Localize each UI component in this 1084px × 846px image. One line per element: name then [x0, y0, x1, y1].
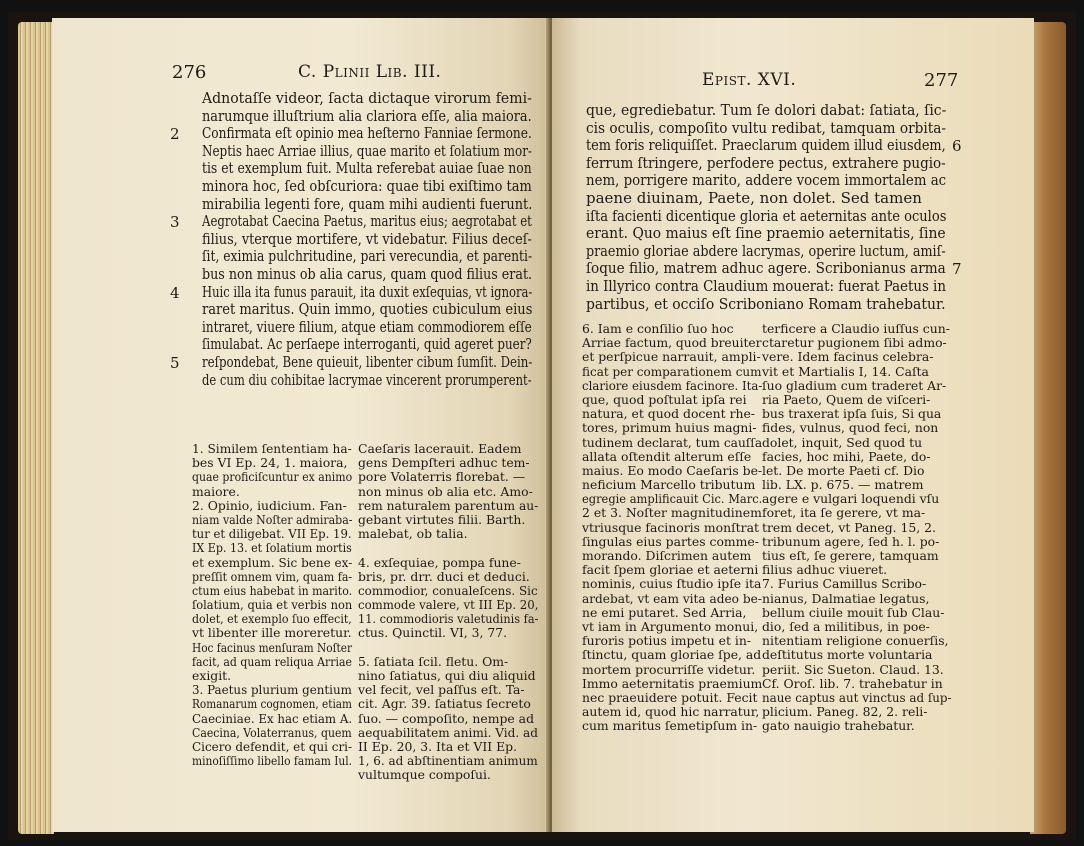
note-line: naue captus aut vinctus ad ſup-: [762, 689, 952, 705]
note-line: dolet, et exemplo ſuo effecit,: [192, 611, 352, 627]
note-line: non minus ob alia etc. Amo-: [358, 483, 533, 499]
body-line: paene diuinam, Paete, non dolet. Sed tamen: [586, 188, 922, 207]
note-line: ſtinctu, quam gloriae ſpe, ad: [582, 647, 762, 663]
note-line: Arriae factum, quod breuiter: [582, 335, 762, 351]
note-line: [358, 541, 538, 555]
note-line: lib. LX. p. 675. — matrem: [762, 477, 924, 493]
note-line: que, quod poſtulat ipſa rei: [582, 391, 747, 407]
note-line: commodior, conualeſcens. Sic: [358, 582, 538, 598]
note-line: vt libenter ille moreretur.: [192, 625, 352, 641]
note-line: cit. Agr. 39. ſatiatus ſecreto: [358, 696, 531, 712]
margin-number: 2: [170, 125, 180, 144]
note-line: 7. Furius Camillus Scribo-: [762, 576, 927, 592]
right-notes-column-2: [762, 322, 952, 733]
note-line: tur et diligebat. VII Ep. 19.: [192, 526, 352, 542]
note-line: pore Volaterris florebat. —: [358, 469, 526, 485]
note-line: quae proficiſcuntur ex animo: [192, 469, 353, 485]
note-line: ne emi putaret. Sed Arria,: [582, 604, 747, 620]
note-line: ficat per comparationem cum: [582, 363, 762, 379]
note-line: filius adhuc viueret.: [762, 562, 888, 578]
note-line: foret, ita ſe gerere, vt ma-: [762, 505, 926, 521]
note-line: vultumque compoſui.: [358, 767, 491, 783]
note-line: 4. exſequiae, pompa fune-: [358, 554, 521, 570]
note-line: et perſpicue narrauit, ampli-: [582, 349, 761, 365]
note-line: bris, pr. drr. duci et deduci.: [358, 568, 530, 584]
note-line: 5. ſatiata ſcil. fletu. Om-: [358, 653, 509, 669]
margin-number: 7: [952, 260, 962, 279]
body-line: intraret, viuere filium, atque etiam commodiorem eſſe: [202, 317, 532, 336]
note-line: terficere a Claudio iuſſus cun-: [762, 321, 950, 336]
note-line: ardebat, vt eam vita adeo be-: [582, 590, 762, 606]
note-line: let. De morte Paeti cf. Dio: [762, 462, 925, 478]
note-line: vere. Idem facinus celebra-: [762, 349, 934, 365]
note-line: 11. commodioris valetudinis fa-: [358, 611, 539, 627]
right-body-text: [586, 102, 946, 313]
body-line: ſit, eximia pulchritudine, pari verecundia, et parenti-: [202, 247, 533, 266]
body-line: iſta facienti dicentique gloria et aeternitas ante oculos: [586, 206, 947, 225]
right-notes-column-1: [582, 322, 762, 733]
body-line: ſoque filio, matrem adhuc agere. Scribonianus arma: [586, 259, 946, 278]
note-line: ctum eius habebat in marito.: [192, 582, 353, 598]
note-line: niam valde Noſter admiraba-: [192, 511, 353, 527]
body-line: bus non minus ob alia carus, quam quod filius erat.: [202, 264, 533, 283]
note-line: cum maritus ſemetipſum in-: [582, 718, 758, 734]
body-line: mirabilia legenti fore, quam mihi audienti fuerunt.: [202, 194, 533, 213]
note-line: preſſit omnem vim, quam fa-: [192, 568, 353, 584]
body-line: filius, vterque mortifere, vt videbatur. Filius deceſ-: [202, 229, 532, 248]
note-line: Immo aeternitatis praemium: [582, 675, 763, 691]
body-line: minora hoc, ſed obſcuriora: quae tibi exiſtimo tam: [202, 176, 532, 195]
left-notes-column-2: [358, 442, 538, 783]
page-edges-left: [18, 22, 54, 834]
note-line: IX Ep. 13. et ſolatium mortis: [192, 540, 352, 556]
note-line: dio, ſed a militibus, in poe-: [762, 618, 930, 634]
body-line: Huic illa ita funus parauit, ita duxit exſequias, vt ignora-: [202, 282, 533, 301]
note-line: fides, vulnus, quod feci, non: [762, 420, 939, 436]
note-line: 6. Iam e conſilio ſuo hoc: [582, 321, 734, 336]
note-line: Cicero defendit, et qui cri-: [192, 738, 353, 754]
body-line: Neptis haec Arriae illius, quae marito et ſolatium mor-: [202, 141, 532, 160]
body-line: tis et exemplum fuit. Multa referebat auiae ſuae non: [202, 159, 532, 178]
body-line: narumque illuſtrium alia clariora eſſe, alia maiora.: [202, 106, 532, 125]
note-line: minoſiſſimo libello famam Iul.: [192, 753, 353, 769]
right-page: [552, 18, 1034, 832]
body-line: Aegrotabat Caecina Paetus, maritus eius; aegrotabat et: [202, 212, 532, 231]
note-line: facit, ad quam reliqua Arriae: [192, 653, 352, 669]
margin-number: 3: [170, 213, 180, 232]
note-line: Caecina, Volaterranus, quem: [192, 724, 352, 740]
note-line: maius. Eo modo Caeſaris be-: [582, 462, 763, 478]
note-line: 3. Paetus plurium gentium: [192, 682, 352, 698]
note-line: neficium Marcello tributum: [582, 477, 756, 493]
note-line: commode valere, vt III Ep. 20,: [358, 597, 539, 613]
margin-number: 4: [170, 283, 180, 302]
left-body-text: [202, 90, 532, 389]
note-line: nino ſatiatus, qui diu aliquid: [358, 668, 536, 683]
body-line: reſpondebat, Bene quieuit, libenter cibum ſumſit. Dein-: [202, 352, 533, 371]
note-line: egregie amplificauit Cic. Marc.: [582, 491, 763, 507]
left-running-head: C. Plinii Lib. III.: [298, 62, 442, 82]
body-line: erant. Quo maius eſt ſine praemio aeternitatis, ſine: [586, 224, 946, 243]
note-line: tius eſt, ſe gerere, tamquam: [762, 548, 939, 563]
note-line: Caeſaris lacerauit. Eadem: [358, 441, 522, 456]
book-cover-right: [1030, 22, 1066, 834]
note-line: ria Paeto, Quem de viſceri-: [762, 391, 931, 407]
note-line: nominis, cuius ſtudio ipſe ita: [582, 576, 762, 592]
note-line: ſingulas eius partes comme-: [582, 533, 759, 549]
note-line: vtriusque facinoris monſtrat: [582, 519, 759, 535]
body-line: ſimulabat. Ac perſaepe interroganti, quid ageret puer?: [202, 335, 532, 354]
body-line: de cum diu cohibitae lacrymae vincerent prorumperent-: [202, 370, 532, 389]
body-line: tem foris reliquiſſet. Praeclarum quidem illud eiusdem,: [586, 136, 946, 155]
note-line: [358, 641, 538, 655]
note-line: nianus, Dalmatiae legatus,: [762, 590, 930, 606]
note-line: clariore eiusdem facinore. Ita-: [582, 377, 763, 393]
note-line: allata oſtendit alterum eſſe: [582, 448, 752, 464]
left-page-number: 276: [172, 62, 207, 83]
note-line: dolet, inquit, Sed quod tu: [762, 434, 923, 450]
body-line: Confirmata eſt opinio mea heſterno Fanniae ſermone.: [202, 124, 532, 143]
note-line: aequabilitatem animi. Vid. ad: [358, 724, 538, 740]
note-line: facit ſpem gloriae et aeterni: [582, 562, 759, 578]
body-line: partibus, et occiſo Scriboniano Romam trahebatur.: [586, 294, 946, 313]
right-running-head: Epist. XVI.: [702, 70, 797, 90]
note-line: ctus. Quinctil. VI, 3, 77.: [358, 625, 508, 641]
note-line: 1. Similem ſententiam ha-: [192, 441, 352, 456]
note-line: Caeciniae. Ex hac etiam A.: [192, 710, 353, 726]
note-line: Romanarum cognomen, etiam: [192, 696, 353, 712]
note-line: maiore.: [192, 483, 240, 499]
note-line: vt iam in Argumento monui,: [582, 618, 759, 634]
note-line: ſolatium, quia et verbis non: [192, 597, 353, 613]
note-line: vit et Martialis I, 14. Caſta: [762, 363, 929, 379]
note-line: Hoc facinus menſuram Noſter: [192, 639, 353, 655]
note-line: deſtitutus morte voluntaria: [762, 647, 933, 663]
note-line: furoris potius impetu et in-: [582, 633, 751, 649]
margin-number: 5: [170, 354, 180, 372]
note-line: morando. Diſcrimen autem: [582, 548, 752, 563]
right-page-number: 277: [924, 70, 959, 91]
note-line: rem naturalem parentum au-: [358, 497, 539, 513]
note-line: II Ep. 20, 3. Ita et VII Ep.: [358, 738, 518, 754]
body-line: ferrum ſtringere, perfodere pectus, extrahere pugio-: [586, 153, 946, 172]
note-line: autem id, quod hic narratur,: [582, 704, 760, 720]
note-line: ctaretur pugionem ſibi admo-: [762, 335, 947, 351]
note-line: nec praeuidere potuit. Fecit: [582, 689, 758, 705]
note-line: trem decet, vt Paneg. 15, 2.: [762, 519, 936, 535]
note-line: vel fecit, vel paſſus eſt. Ta-: [358, 682, 525, 698]
body-line: nem, porrigere marito, addere vocem immortalem ac: [586, 171, 947, 190]
note-line: 2 et 3. Noſter magnitudinem: [582, 505, 762, 521]
note-line: facies, hoc mihi, Paete, do-: [762, 448, 931, 464]
note-line: gebant virtutes filii. Barth.: [358, 511, 526, 527]
note-line: tores, primum huius magni-: [582, 420, 757, 436]
body-line: raret maritus. Quin immo, quoties cubiculum eius: [202, 300, 533, 319]
body-line: que, egrediebatur. Tum ſe dolori dabat: ſatiata, ſic-: [586, 101, 947, 119]
note-line: tribunum agere, ſed h. l. po-: [762, 533, 940, 549]
note-line: periit. Sic Sueton. Claud. 13.: [762, 661, 944, 677]
note-line: 1, 6. ad abſtinentiam animum: [358, 753, 538, 769]
note-line: natura, et quod docent rhe-: [582, 406, 755, 422]
note-line: plicium. Paneg. 82, 2. reli-: [762, 704, 928, 720]
note-line: bes VI Ep. 24, 1. maiora,: [192, 455, 348, 471]
note-line: 2. Opinio, iudicium. Fan-: [192, 497, 347, 513]
body-line: Adnotaſſe videor, ſacta dictaque virorum femi-: [202, 89, 532, 107]
left-page: [52, 18, 550, 832]
body-line: praemio gloriae abdere lacrymas, operire luctum, amiſ-: [586, 241, 946, 260]
note-line: ſuo gladium cum traderet Ar-: [762, 377, 947, 393]
note-line: ſuo. — compoſito, nempe ad: [358, 710, 535, 726]
margin-number: 6: [952, 137, 962, 156]
note-line: gato nauigio trahebatur.: [762, 718, 915, 734]
note-line: agere e vulgari loquendi vſu: [762, 491, 940, 507]
body-line: in Illyrico contra Claudium mouerat: fuerat Paetus in: [586, 276, 946, 295]
note-line: Cf. Oroſ. lib. 7. trahebatur in: [762, 675, 943, 691]
note-line: bellum ciuile mouit ſub Clau-: [762, 604, 945, 620]
note-line: exigit.: [192, 668, 232, 683]
note-line: et exemplum. Sic bene ex-: [192, 554, 353, 570]
note-line: gens Dempſteri adhuc tem-: [358, 455, 530, 471]
note-line: nitentiam religione conuerſis,: [762, 633, 949, 649]
note-line: bus traxerat ipſa ſuis, Si qua: [762, 406, 942, 422]
body-line: cis oculis, compoſito vultu redibat, tamquam orbita-: [586, 118, 947, 137]
note-line: malebat, ob talia.: [358, 526, 468, 542]
note-line: mortem procurriſſe videtur.: [582, 661, 756, 677]
left-notes-column-1: [192, 442, 352, 768]
note-line: tudinem declarat, tum cauſſa: [582, 434, 763, 450]
